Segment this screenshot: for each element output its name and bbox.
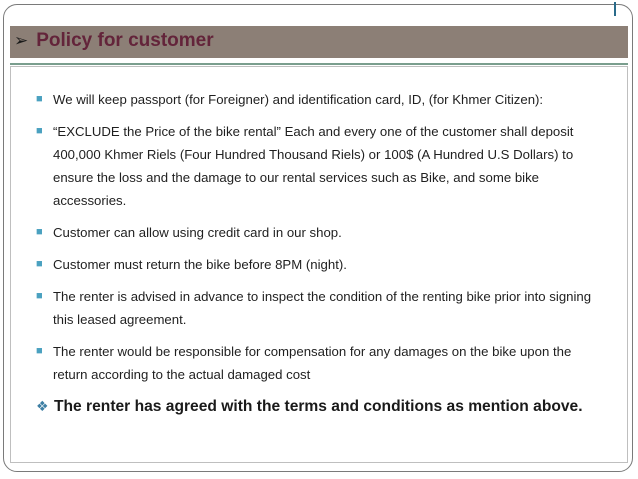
list-item-text: Customer can allow using credit card in our shop. bbox=[53, 225, 342, 240]
slide-title-text: Policy for customer bbox=[36, 30, 214, 51]
list-item bbox=[36, 120, 592, 212]
square-bullet-icon: ■ bbox=[36, 226, 43, 238]
list-item-text: The renter would be responsible for compensation for any damages on the bike upon the return according to the actual damaged cost bbox=[53, 344, 572, 382]
list-item-text: “EXCLUDE the Price of the bike rental” Each and every one of the customer shall deposit 400,000 Khmer Riels (Four Hundred Thousand Riels) or 100$ (A Hundred U.S Dollars) to ensure the loss and the damage to our rental services such as Bike, and some bike accessories. bbox=[53, 124, 574, 208]
policy-list bbox=[36, 88, 592, 418]
title-divider bbox=[10, 63, 628, 65]
slide-corner-marker bbox=[614, 2, 634, 16]
square-bullet-icon: ■ bbox=[36, 290, 43, 302]
square-bullet-icon: ■ bbox=[36, 125, 43, 137]
list-item bbox=[36, 340, 592, 386]
list-item-text: We will keep passport (for Foreigner) and identification card, ID, (for Khmer Citizen): bbox=[53, 92, 544, 107]
list-item bbox=[36, 285, 592, 331]
list-item bbox=[36, 253, 592, 276]
final-statement bbox=[36, 395, 592, 418]
square-bullet-icon: ■ bbox=[36, 345, 43, 357]
arrow-bullet-icon: ➢ bbox=[14, 31, 29, 50]
list-item-text: The renter is advised in advance to inspect the condition of the renting bike prior into signing this leased agreement. bbox=[53, 289, 592, 327]
square-bullet-icon: ■ bbox=[36, 93, 43, 105]
final-statement-text: The renter has agreed with the terms and conditions as mention above. bbox=[54, 398, 583, 415]
list-item bbox=[36, 88, 592, 111]
square-bullet-icon: ■ bbox=[36, 258, 43, 270]
list-item-text: Customer must return the bike before 8PM (night). bbox=[53, 257, 347, 272]
diamond-star-icon: ❖ bbox=[36, 398, 49, 414]
slide-title bbox=[14, 27, 214, 55]
list-item bbox=[36, 221, 592, 244]
